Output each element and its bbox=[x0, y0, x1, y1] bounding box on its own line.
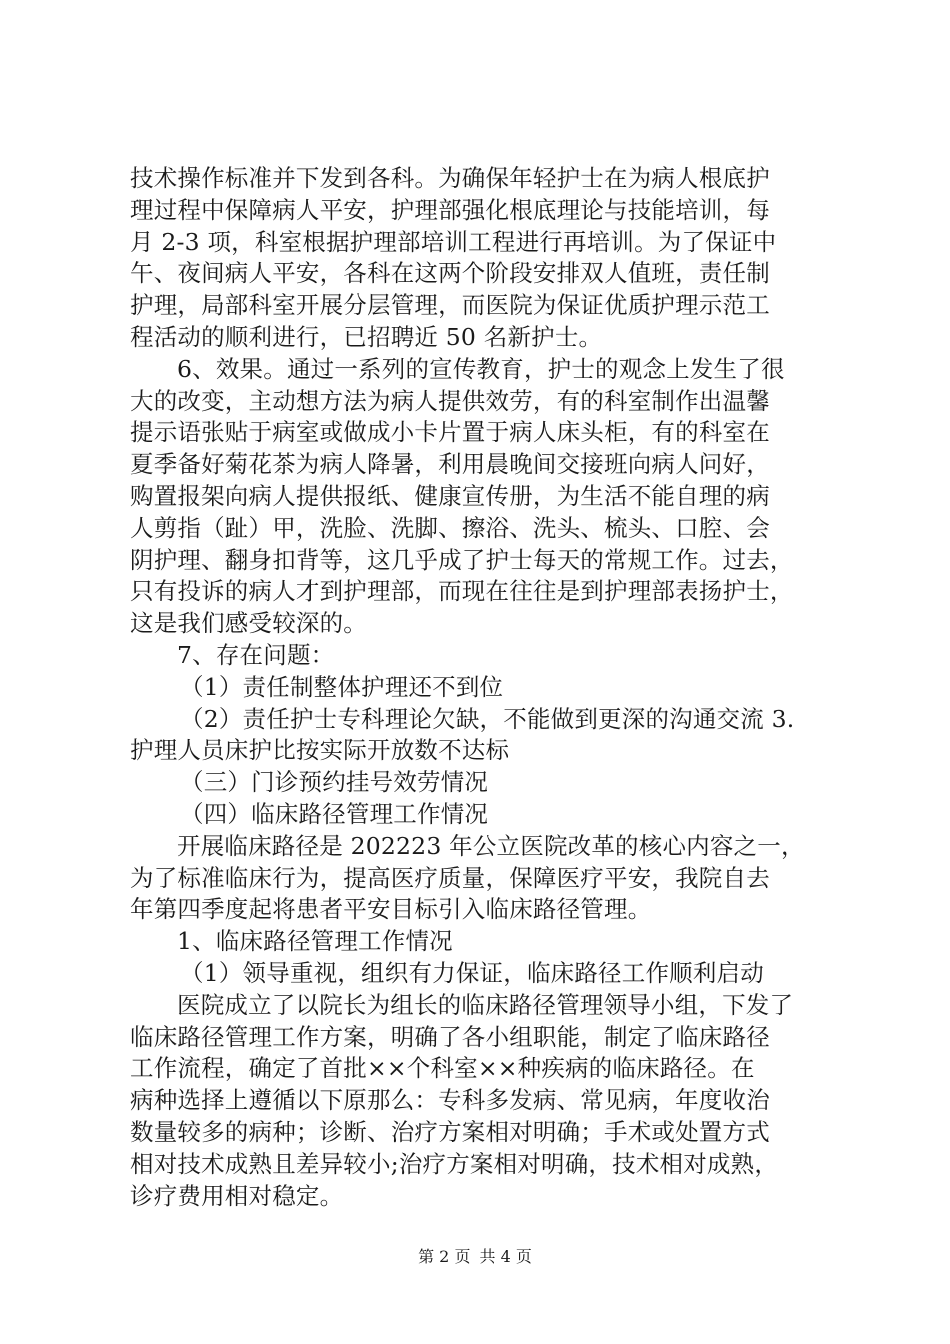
page-footer bbox=[0, 1244, 950, 1267]
page-total: 共 4 页 bbox=[479, 1247, 532, 1266]
list-item: （1）责任制整体护理还不到位 bbox=[180, 672, 504, 701]
text-line: 月 2-3 项，科室根据护理部培训工程进行再培训。为了保证中 bbox=[130, 227, 777, 256]
section-heading: （四）临床路径管理工作情况 bbox=[180, 799, 489, 828]
text-line: 午、夜间病人平安，各科在这两个阶段安排双人值班，责任制 bbox=[130, 259, 770, 288]
text-line: 数量较多的病种；诊断、治疗方案相对明确；手术或处置方式 bbox=[130, 1117, 770, 1146]
text-line: 年第四季度起将患者平安目标引入临床路径管理。 bbox=[130, 895, 652, 924]
document-body bbox=[130, 163, 850, 1212]
text-line: 理过程中保障病人平安，护理部强化根底理论与技能培训，每 bbox=[130, 195, 770, 224]
text-line: 护理人员床护比按实际开放数不达标 bbox=[130, 736, 510, 765]
text-line: 临床路径管理工作方案，明确了各小组职能，制定了临床路径 bbox=[130, 1022, 770, 1051]
section-heading: 7、存在问题： bbox=[177, 640, 335, 669]
text-line: 夏季备好菊花茶为病人降暑，利用晨晚间交接班向病人问好， bbox=[130, 450, 770, 479]
list-item: （2）责任护士专科理论欠缺，不能做到更深的沟通交流 3. bbox=[180, 704, 795, 733]
text-line: 工作流程，确定了首批××个科室××种疾病的临床路径。在 bbox=[130, 1054, 755, 1083]
text-line: 阴护理、翻身扣背等，这几乎成了护士每天的常规工作。过去， bbox=[130, 545, 794, 574]
text-line: 诊疗费用相对稳定。 bbox=[130, 1181, 344, 1210]
text-line: 护理，局部科室开展分层管理，而医院为保证优质护理示范工 bbox=[130, 291, 770, 320]
page-number: 第 2 页 bbox=[418, 1247, 471, 1266]
text-line: 程活动的顺利进行，已招聘近 50 名新护士。 bbox=[130, 322, 603, 351]
section-heading: （三）门诊预约挂号效劳情况 bbox=[180, 768, 489, 797]
text-line: 为了标准临床行为，提高医疗质量，保障医疗平安，我院自去 bbox=[130, 863, 770, 892]
text-line: 相对技术成熟且差异较小;治疗方案相对明确，技术相对成熟， bbox=[130, 1149, 779, 1178]
text-line: 大的改变，主动想方法为病人提供效劳，有的科室制作出温馨 bbox=[130, 386, 770, 415]
text-line: 病种选择上遵循以下原那么：专科多发病、常见病，年度收治 bbox=[130, 1086, 770, 1115]
section-heading: 1、临床路径管理工作情况 bbox=[177, 927, 453, 956]
paragraph-start: 开展临床路径是 202223 年公立医院改革的核心内容之一， bbox=[177, 831, 805, 860]
paragraph-start: 6、效果。通过一系列的宣传教育，护士的观念上发生了很 bbox=[177, 354, 785, 383]
text-line: 人剪指（趾）甲，洗脸、洗脚、擦浴、洗头、梳头、口腔、会 bbox=[130, 513, 770, 542]
paragraph-start: 医院成立了以院长为组长的临床路径管理领导小组，下发了 bbox=[177, 990, 794, 1019]
text-line: 购置报架向病人提供报纸、健康宣传册，为生活不能自理的病 bbox=[130, 481, 770, 510]
text-line: 技术操作标准并下发到各科。为确保年轻护士在为病人根底护 bbox=[130, 164, 770, 192]
text-line: 只有投诉的病人才到护理部，而现在往往是到护理部表扬护士， bbox=[130, 577, 794, 606]
list-item: （1）领导重视，组织有力保证，临床路径工作顺利启动 bbox=[180, 958, 764, 987]
text-line: 这是我们感受较深的。 bbox=[130, 609, 367, 638]
text-line: 提示语张贴于病室或做成小卡片置于病人床头柜，有的科室在 bbox=[130, 418, 770, 447]
